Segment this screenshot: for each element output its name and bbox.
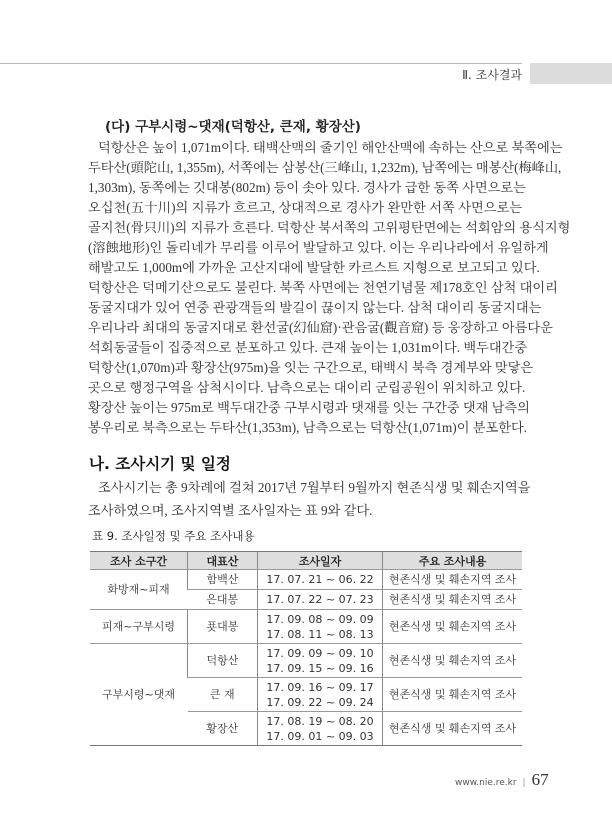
cell-dates — [258, 590, 383, 610]
paragraph-line: 덕항산(1,070m)과 황장산(975m)을 잇는 구간으로, 태백시 북측 경계부와 맞닿은 — [88, 360, 534, 375]
cell-content: 현존식생 및 훼손지역 조사 — [383, 712, 523, 746]
cell-content: 현존식생 및 훼손지역 조사 — [383, 610, 523, 644]
cell-dates — [258, 610, 383, 644]
col-header-section: 조사 소구간 — [90, 552, 188, 570]
paragraph-mountains — [88, 138, 571, 438]
chapter-header: Ⅱ. 조사결과 — [462, 68, 522, 82]
cell-section: 구부시령~댓재 — [90, 644, 188, 746]
section-title: 나. 조사시기 및 일정 — [89, 455, 231, 473]
cell-mountain: 푯대봉 — [188, 610, 258, 644]
table-caption: 표 9. 조사일정 및 주요 조사내용 — [92, 529, 255, 543]
paragraph-line: 조사시기는 총 9차례에 걸쳐 2017년 7월부터 9월까지 현존식생 및 훼손지역을 — [98, 480, 531, 495]
cell-content: 현존식생 및 훼손지역 조사 — [383, 570, 523, 590]
col-header-content: 주요 조사내용 — [383, 552, 523, 570]
paragraph-line: 덕항산은 덕메기산으로도 불린다. 북쪽 사면에는 천연기념물 제178호인 삼척 대이리 — [88, 280, 558, 295]
cell-content: 현존식생 및 훼손지역 조사 — [383, 644, 523, 678]
page-number: 67 — [531, 770, 549, 789]
footer-website: www.nie.re.kr — [455, 778, 517, 788]
cell-dates — [258, 570, 383, 590]
paragraph-line: 1,303m), 동쪽에는 깃대봉(802m) 등이 솟아 있다. 경사가 급한 동쪽 사면으로는 — [88, 180, 526, 195]
paragraph-line: 골지천(骨只川)의 지류가 흐른다. 덕항산 북서쪽의 고위평탄면에는 석회암의 용식지형 — [88, 220, 571, 235]
paragraph-line: 덕항산은 높이 1,071m이다. 태백산맥의 줄기인 해안산맥에 속하는 산으로 북쪽에는 — [98, 140, 563, 155]
survey-date-range: 17. 09. 08 ~ 09. 09 — [266, 612, 374, 626]
survey-date-range: 17. 09. 09 ~ 09. 10 — [266, 646, 374, 660]
paragraph-line: 조사하였으며, 조사지역별 조사일자는 표 9와 같다. — [88, 503, 373, 518]
survey-date-range: 17. 07. 21 ~ 06. 22 — [266, 573, 374, 586]
footer-separator: | — [522, 778, 526, 788]
cell-content: 현존식생 및 훼손지역 조사 — [383, 590, 523, 610]
paragraph-line: 곳으로 행정구역을 삼척시이다. 남측으로는 대이리 군립공원이 위치하고 있다. — [88, 380, 526, 395]
subsection-title: (다) 구부시령~댓재(덕항산, 큰재, 황장산) — [105, 119, 361, 135]
survey-date-range: 17. 09. 15 ~ 09. 16 — [266, 661, 374, 675]
paragraph-line: (溶蝕地形)인 돌리네가 무리를 이루어 발달하고 있다. 이는 우리나라에서 유일하게 — [88, 240, 549, 255]
cell-dates — [258, 712, 383, 746]
paragraph-line: 우리나라 최대의 동굴지대로 환선굴(幻仙窟)·관음굴(觀音窟) 등 웅장하고 아름다운 — [88, 320, 553, 335]
paragraph-line: 오십천(五十川)의 지류가 흐르고, 상대적으로 경사가 완만한 서쪽 사면으로는 — [88, 200, 522, 215]
survey-date-range: 17. 09. 16 ~ 09. 17 — [266, 680, 374, 694]
paragraph-line: 봉우리로 북측으로는 두타산(1,353m), 남측으로는 덕항산(1,071m)이 분포한다. — [88, 420, 527, 435]
col-header-dates: 조사일자 — [258, 552, 383, 570]
header-rule — [0, 63, 522, 64]
table-header-row — [90, 552, 522, 570]
paragraph-line: 황장산 높이는 975m로 백두대간중 구부시령과 댓재를 잇는 구간중 댓재 남측의 — [88, 400, 530, 415]
cell-dates — [258, 644, 383, 678]
cell-mountain: 은대봉 — [188, 590, 258, 610]
cell-content: 현존식생 및 훼손지역 조사 — [383, 678, 523, 712]
survey-date-range: 17. 09. 22 ~ 09. 24 — [266, 695, 374, 709]
cell-mountain: 함백산 — [188, 570, 258, 590]
cell-section: 피재~구부시령 — [90, 610, 188, 644]
col-header-mountain: 대표산 — [188, 552, 258, 570]
cell-section: 화방재~피재 — [90, 570, 188, 610]
cell-dates — [258, 678, 383, 712]
cell-mountain: 큰 재 — [188, 678, 258, 712]
survey-date-range: 17. 08. 19 ~ 08. 20 — [266, 714, 374, 728]
paragraph-line: 석회동굴들이 집중적으로 분포하고 있다. 큰재 높이는 1,031m이다. 백두대간중 — [88, 340, 528, 355]
survey-date-range: 17. 08. 11 ~ 08. 13 — [266, 627, 374, 641]
cell-mountain: 황장산 — [188, 712, 258, 746]
paragraph-line: 두타산(頭陀山, 1,355m), 서쪽에는 삼봉산(三峰山, 1,232m), 남쪽에는 매봉산(梅峰山, — [88, 160, 562, 175]
table-row — [90, 610, 522, 644]
page-footer — [455, 770, 549, 790]
paragraph-schedule — [88, 476, 531, 522]
table-row — [90, 570, 522, 590]
paragraph-line: 해발고도 1,000m에 가까운 고산지대에 발달한 카르스트 지형으로 보고되고 있다. — [88, 260, 540, 275]
cell-mountain: 덕항산 — [188, 644, 258, 678]
paragraph-line: 동굴지대가 있어 연중 관광객들의 발길이 끊이지 않는다. 삼척 대이리 동굴지대는 — [88, 300, 542, 315]
survey-schedule-table — [90, 551, 522, 746]
header-tab-block — [530, 63, 612, 84]
survey-date-range: 17. 07. 22 ~ 07. 23 — [266, 593, 374, 606]
survey-date-range: 17. 09. 01 ~ 09. 03 — [266, 729, 374, 743]
table-row — [90, 644, 522, 678]
